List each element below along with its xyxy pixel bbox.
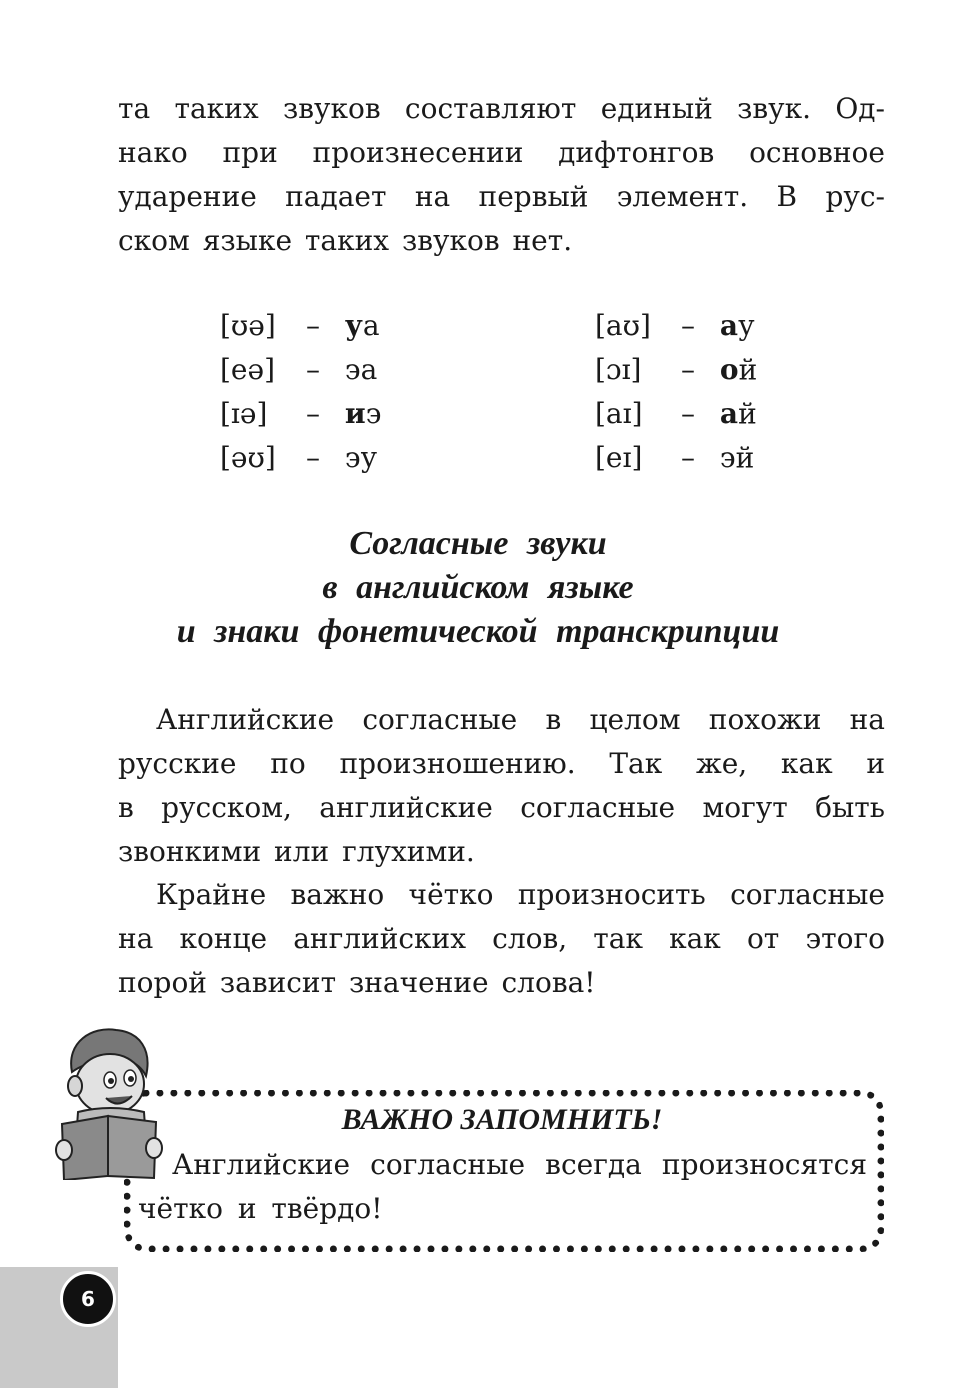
diphthongs-left-column — [220, 304, 381, 480]
diphthong-row: [eə] – эа — [220, 353, 378, 386]
paragraph2-line-3: порой зависит значение слова! — [118, 966, 596, 999]
diphthongs-right-column — [595, 304, 757, 480]
paragraph2-line-2: на конце английских слов, так как от этого — [118, 922, 885, 955]
section-heading-line-3: и знаки фонетической транскрипции — [176, 613, 780, 650]
intro-line-4: ском языке таких звуков нет. — [118, 224, 573, 257]
section-heading-line-1: Согласные звуки — [349, 525, 607, 562]
diphthong-row: [eɪ] – эй — [595, 441, 755, 474]
note-title: ВАЖНО ЗАПОМНИТЬ! — [341, 1103, 663, 1136]
diphthong-row: [aɪ] – ай — [595, 397, 757, 430]
diphthong-row: [ʊə] – уа — [220, 309, 380, 342]
diphthong-row: [əʊ] – эу — [220, 441, 378, 474]
paragraph1-line-3: в русском, английские согласные могут быть — [118, 791, 885, 824]
diphthong-row: [ɪə] – иэ — [220, 397, 382, 430]
intro-line-3: ударение падает на первый элемент. В рус- — [118, 180, 885, 213]
page-number: 6 — [60, 1271, 116, 1327]
note-line-2: чётко и твёрдо! — [138, 1192, 383, 1225]
diphthong-row: [aʊ] – ау — [595, 309, 755, 342]
paragraph1-line-4: звонкими или глухими. — [118, 835, 475, 868]
paragraph1-line-1: Английские согласные в целом похожи на — [156, 703, 885, 736]
paragraph2-line-1: Крайне важно чётко произносить согласные — [156, 878, 885, 911]
diphthong-row: [ɔɪ] – ой — [595, 353, 758, 386]
intro-line-1: та таких звуков составляют единый звук. Од- — [118, 92, 885, 125]
boy-reading-book-icon — [48, 1020, 168, 1180]
paragraph1-line-2: русские по произношению. Так же, как и — [118, 747, 885, 780]
note-line-1: Английские согласные всегда произносятся — [172, 1148, 867, 1181]
intro-line-2: нако при произнесении дифтонгов основное — [118, 136, 885, 169]
section-heading-line-2: в английском языке — [322, 569, 634, 606]
